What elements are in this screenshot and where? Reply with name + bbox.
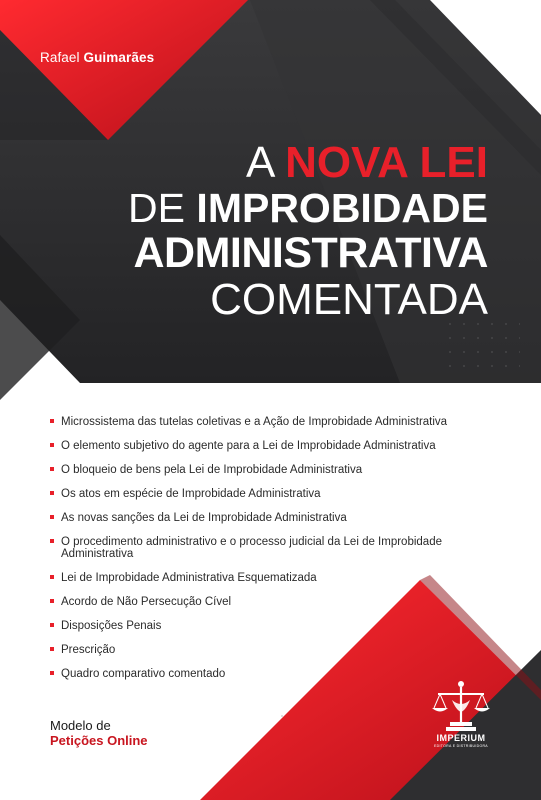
title-word-improbidade: IMPROBIDADE (196, 185, 488, 231)
publisher-tagline: EDITORA E DISTRIBUIDORA (434, 744, 488, 748)
bullet-icon (50, 491, 54, 495)
topic-item (50, 572, 500, 584)
scales-of-justice-icon (426, 678, 496, 734)
model-line-2: Petições Online (50, 733, 148, 748)
title-word-de: DE (128, 185, 186, 231)
topic-text: Prescrição (61, 644, 116, 656)
topic-item (50, 440, 500, 452)
topic-text: As novas sanções da Lei de Improbidade Administrativa (61, 512, 347, 524)
bullet-icon (50, 419, 54, 423)
bullet-icon (50, 467, 54, 471)
topic-item (50, 416, 500, 428)
publisher-name: IMPERIUM (436, 733, 486, 743)
topic-item (50, 488, 500, 500)
topics-list (50, 416, 500, 692)
title-line-2 (128, 186, 488, 230)
topic-text: O elemento subjetivo do agente para a Lei de Improbidade Administrativa (61, 440, 436, 452)
topic-text: Acordo de Não Persecução Cível (61, 596, 232, 608)
title-line-4: COMENTADA (210, 275, 488, 324)
topic-text: Microssistema das tutelas coletivas e a Ação de Improbidade Administrativa (61, 416, 448, 428)
topic-text: Quadro comparativo comentado (61, 668, 226, 680)
title-word-a: A (245, 138, 273, 187)
title-line-1 (128, 140, 488, 186)
topic-item (50, 596, 500, 608)
author-name (40, 50, 154, 65)
topic-item (50, 620, 500, 632)
bullet-icon (50, 623, 54, 627)
publisher-logo (426, 678, 496, 760)
title-line-3: ADMINISTRATIVA (133, 229, 488, 277)
bullet-icon (50, 671, 54, 675)
topic-text: O procedimento administrativo e o processo judicial da Lei de Improbidade Administrativa (61, 536, 442, 560)
bullet-icon (50, 599, 54, 603)
bullet-icon (50, 575, 54, 579)
bullet-icon (50, 443, 54, 447)
book-title (128, 140, 488, 324)
topic-item (50, 536, 500, 560)
bullet-icon (50, 647, 54, 651)
topic-text: Disposições Penais (61, 620, 162, 632)
topic-item (50, 464, 500, 476)
model-line-1: Modelo de (50, 718, 111, 733)
bullet-icon (50, 539, 54, 543)
model-label (50, 718, 148, 748)
author-last-name: Guimarães (83, 50, 155, 65)
topic-text: O bloqueio de bens pela Lei de Improbidade Administrativa (61, 464, 363, 476)
topic-text: Lei de Improbidade Administrativa Esquematizada (61, 572, 317, 584)
bullet-icon (50, 515, 54, 519)
author-first-name: Rafael (40, 50, 80, 65)
topic-item (50, 512, 500, 524)
topic-item (50, 644, 500, 656)
title-highlight: NOVA LEI (285, 138, 488, 187)
topic-text: Os atos em espécie de Improbidade Administrativa (61, 488, 321, 500)
